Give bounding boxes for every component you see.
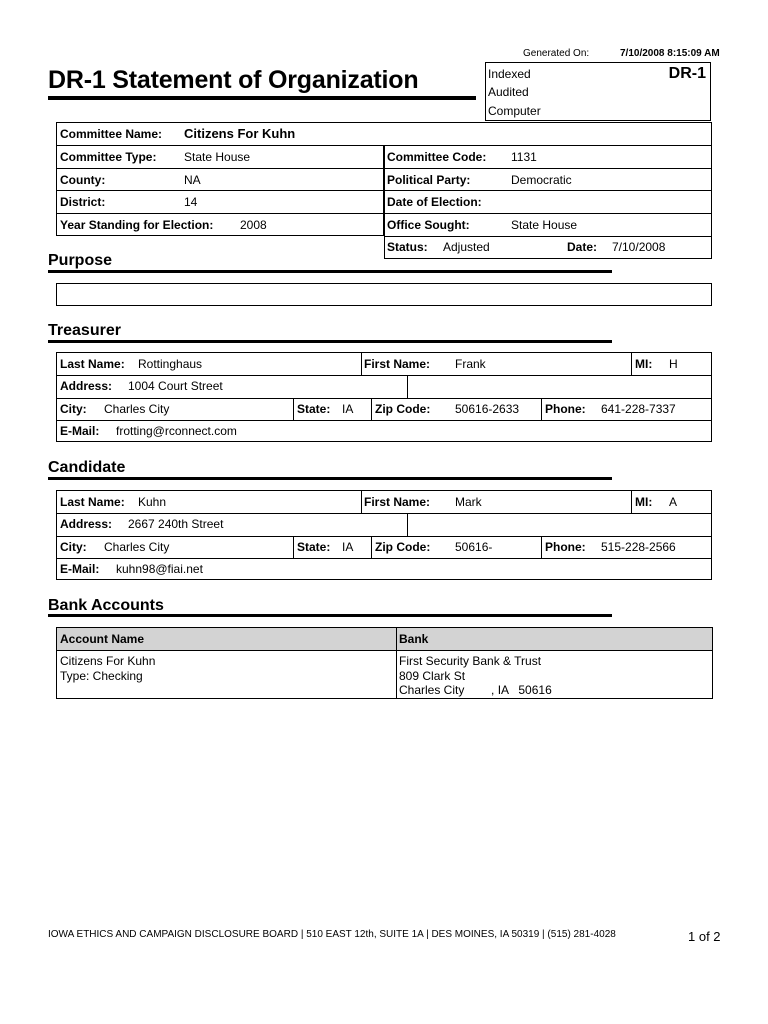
candidate-address: 2667 240th Street <box>128 517 224 531</box>
title-underline <box>48 96 476 100</box>
candidate-mi: A <box>669 495 678 509</box>
candidate-phone-label: Phone: <box>545 540 586 554</box>
account-type: Type: Checking <box>60 669 143 683</box>
status-indexed: Indexed <box>488 67 531 81</box>
candidate-last-label: Last Name: <box>60 495 125 509</box>
treasurer-underline <box>48 340 612 343</box>
status-value: Adjusted <box>443 240 490 254</box>
treasurer-phone: 641-228-7337 <box>601 402 676 416</box>
date-label: Date: <box>567 240 598 254</box>
candidate-zip: 50616- <box>455 540 493 554</box>
treasurer-city-label: City: <box>60 402 87 416</box>
treasurer-zip-label: Zip Code: <box>375 402 431 416</box>
year-standing: 2008 <box>240 218 267 232</box>
treasurer-city: Charles City <box>104 402 170 416</box>
account-name: Citizens For Kuhn <box>60 654 156 668</box>
status-label: Status: <box>387 240 428 254</box>
treasurer-last-label: Last Name: <box>60 357 125 371</box>
bank-street: 809 Clark St <box>399 669 466 683</box>
candidate-phone: 515-228-2566 <box>601 540 676 554</box>
political-party-label: Political Party: <box>387 173 471 187</box>
candidate-last: Kuhn <box>138 495 167 509</box>
committee-name: Citizens For Kuhn <box>184 126 296 141</box>
generated-label: Generated On: <box>523 48 590 59</box>
col-bank: Bank <box>399 632 429 646</box>
treasurer-mi: H <box>669 357 678 371</box>
district-label: District: <box>60 195 106 209</box>
candidate-underline <box>48 477 612 480</box>
purpose-title: Purpose <box>48 252 113 269</box>
treasurer-last: Rottinghaus <box>138 357 203 371</box>
candidate-email: kuhn98@fiai.net <box>116 562 203 576</box>
committee-code-label: Committee Code: <box>387 150 487 164</box>
candidate-state: IA <box>342 540 354 554</box>
treasurer-mi-label: MI: <box>635 357 653 371</box>
candidate-first-label: First Name: <box>364 495 431 509</box>
treasurer-first-label: First Name: <box>364 357 431 371</box>
candidate-title: Candidate <box>48 459 126 476</box>
treasurer-zip: 50616-2633 <box>455 402 520 416</box>
county-label: County: <box>60 173 106 187</box>
bank-accounts-table <box>56 627 713 699</box>
treasurer-phone-label: Phone: <box>545 402 586 416</box>
candidate-address-label: Address: <box>60 517 113 531</box>
committee-code: 1131 <box>511 150 537 164</box>
treasurer-title: Treasurer <box>48 322 121 339</box>
footer-text: IOWA ETHICS AND CAMPAIGN DISCLOSURE BOARD | 510 EAST 12th, SUITE 1A | DES MOINES, IA 50319 | (515) 281-4028 <box>48 929 616 940</box>
candidate-zip-label: Zip Code: <box>375 540 431 554</box>
treasurer-block <box>56 352 712 442</box>
county: NA <box>184 173 201 187</box>
col-account-name: Account Name <box>60 632 145 646</box>
purpose-box <box>56 283 712 306</box>
committee-name-label: Committee Name: <box>60 127 163 141</box>
page-title: DR-1 Statement of Organization <box>48 66 419 94</box>
treasurer-state-label: State: <box>297 402 331 416</box>
committee-block <box>56 122 712 259</box>
bank-accounts-title: Bank Accounts <box>48 597 164 614</box>
candidate-state-label: State: <box>297 540 331 554</box>
status-audited: Audited <box>488 85 529 99</box>
candidate-first: Mark <box>455 495 482 509</box>
generated-value: 7/10/2008 8:15:09 AM <box>620 48 720 59</box>
political-party: Democratic <box>511 173 572 187</box>
candidate-email-label: E-Mail: <box>60 562 100 576</box>
office-sought-label: Office Sought: <box>387 218 470 232</box>
district: 14 <box>184 195 198 209</box>
candidate-city: Charles City <box>104 540 170 554</box>
candidate-city-label: City: <box>60 540 87 554</box>
treasurer-state: IA <box>342 402 354 416</box>
candidate-block <box>56 490 712 580</box>
status-computer: Computer <box>488 104 541 118</box>
committee-type-label: Committee Type: <box>60 150 157 164</box>
bank-table-header <box>57 628 712 650</box>
office-sought: State House <box>511 218 578 232</box>
treasurer-first: Frank <box>455 357 486 371</box>
treasurer-email: frotting@rconnect.com <box>116 424 237 438</box>
bank-accounts-underline <box>48 614 612 617</box>
purpose-underline <box>48 270 612 273</box>
committee-type: State House <box>184 150 251 164</box>
election-date-label: Date of Election: <box>387 195 482 209</box>
treasurer-address: 1004 Court Street <box>128 379 223 393</box>
form-code: DR-1 <box>668 65 706 82</box>
page-number: 1 of 2 <box>688 929 721 944</box>
year-standing-label: Year Standing for Election: <box>60 218 214 232</box>
treasurer-address-label: Address: <box>60 379 113 393</box>
treasurer-email-label: E-Mail: <box>60 424 100 438</box>
date-value: 7/10/2008 <box>612 240 666 254</box>
bank-city: Charles City , IA 50616 <box>399 683 552 697</box>
bank-name: First Security Bank & Trust <box>399 654 542 668</box>
candidate-mi-label: MI: <box>635 495 653 509</box>
status-box <box>485 62 711 121</box>
